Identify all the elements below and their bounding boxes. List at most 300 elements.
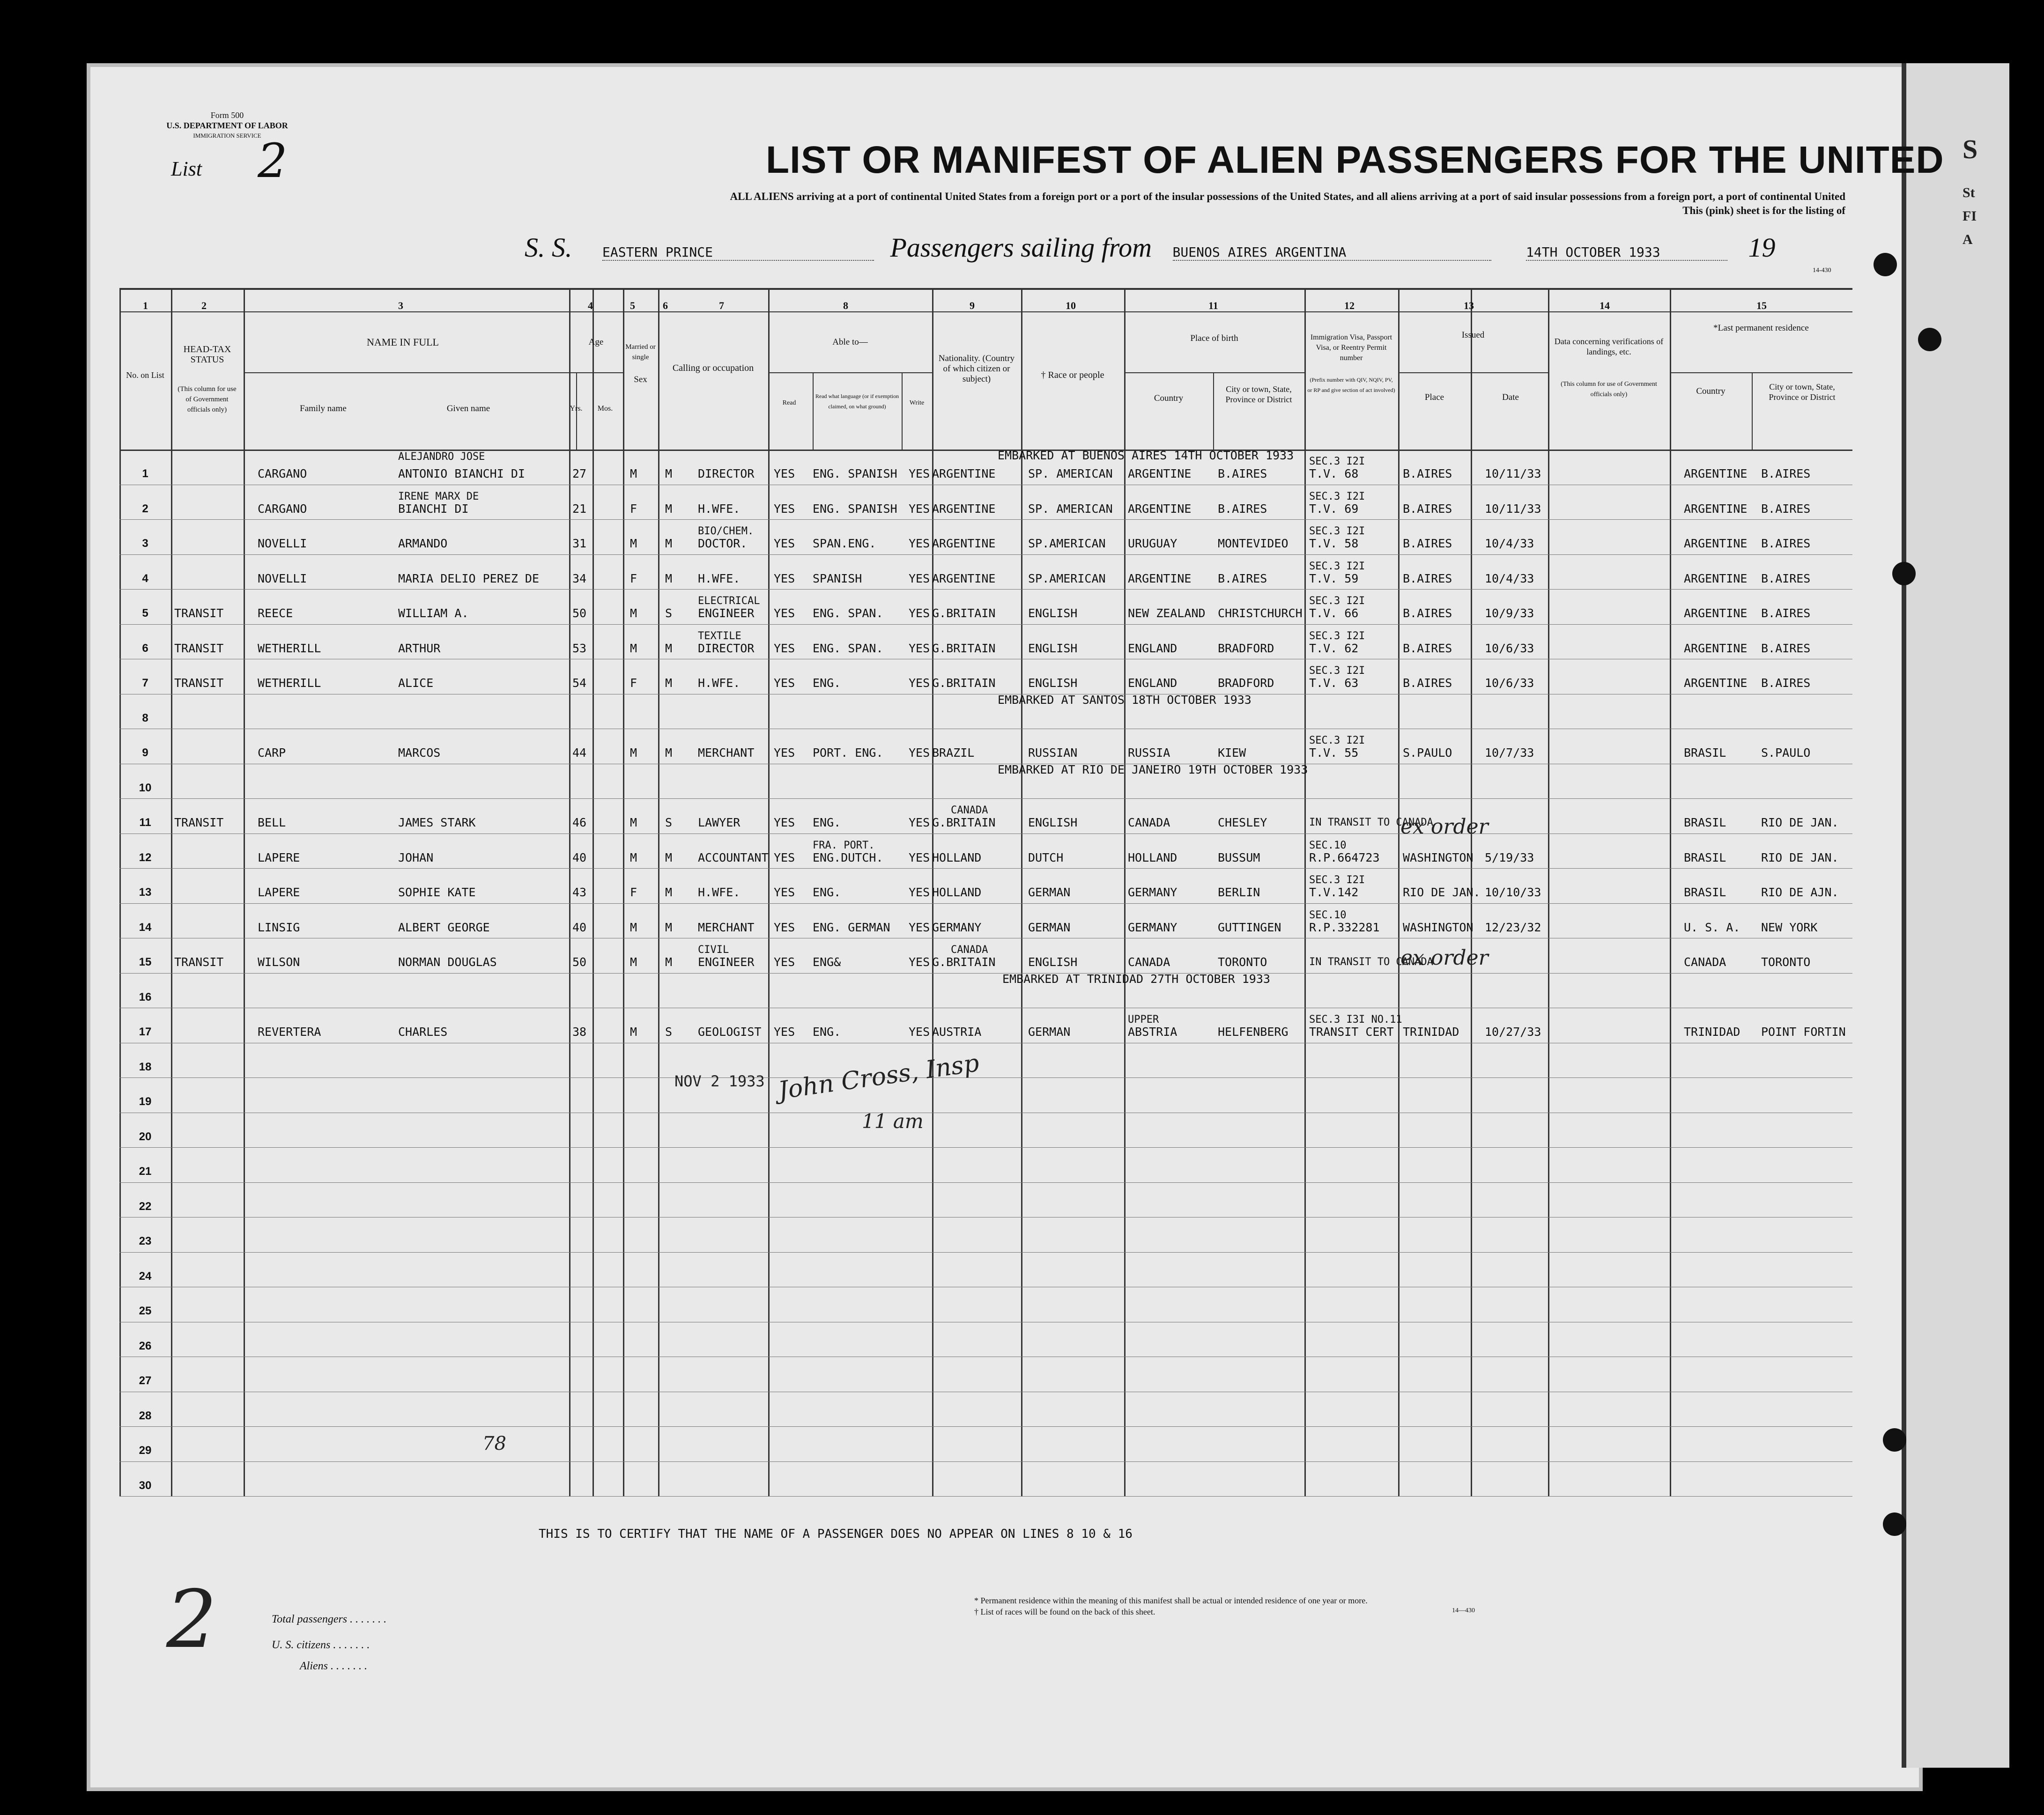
cell-nat: GERMANY: [932, 920, 982, 934]
cell-bcity: BRADFORD: [1218, 676, 1274, 690]
cell-bcountry: GERMANY: [1128, 920, 1178, 934]
cell-given: NORMAN DOUGLAS: [398, 955, 497, 969]
cell-sex: M: [630, 955, 637, 969]
cell-rcity: S.PAULO: [1761, 746, 1811, 760]
cell-fam: LAPERE: [258, 850, 300, 864]
cell-rcity: B.AIRES: [1761, 537, 1811, 550]
row-number: 26: [139, 1339, 152, 1352]
column-number: 7: [719, 300, 724, 311]
column-rule: [1124, 288, 1126, 1496]
next-page-edge-text: St: [1963, 185, 1975, 200]
cell-tax: TRANSIT: [174, 641, 224, 655]
inspector-signature: John Cross, Insp: [776, 1049, 981, 1105]
cell-yrs: 44: [572, 746, 587, 760]
service: IMMIGRATION SERVICE: [193, 132, 261, 139]
cell-bcountry: ARGENTINE: [1128, 467, 1192, 480]
cell-visa_above: SEC.10: [1309, 909, 1347, 921]
header-bottom-rule: [119, 450, 1852, 451]
row-rule: [119, 903, 1852, 904]
column-number: 9: [970, 300, 975, 311]
cell-given: MARCOS: [398, 746, 441, 760]
row-number: 2: [142, 502, 148, 515]
form-code-bottom: 14—430: [1452, 1607, 1475, 1614]
cell-lang: ENG.: [813, 1025, 841, 1039]
cell-yrs: 40: [572, 920, 587, 934]
cell-bcountry: ABSTRIA: [1128, 1025, 1178, 1039]
row-number: 16: [139, 990, 152, 1003]
cell-ms: S: [665, 1025, 673, 1039]
column-number: 1: [143, 300, 148, 311]
cell-rcountry: CANADA: [1684, 955, 1726, 969]
cell-occ: H.WFE.: [698, 676, 741, 690]
cell-visa: T.V. 69: [1309, 502, 1359, 516]
next-sheet-edge: [1902, 63, 2009, 1768]
column-rule: [592, 288, 594, 1496]
cell-nat: ARGENTINE: [932, 571, 996, 585]
cell-yrs: 46: [572, 816, 587, 829]
header-calling: Calling or occupation: [672, 363, 754, 373]
cell-bcountry: ENGLAND: [1128, 676, 1178, 690]
row-number: 24: [139, 1269, 152, 1283]
cell-nat_above: CANADA: [951, 944, 988, 956]
cell-ms: M: [665, 571, 673, 585]
column-number: 11: [1208, 300, 1218, 311]
row-number: 4: [142, 572, 148, 585]
header-place: Place: [1424, 392, 1444, 402]
row-number: 17: [139, 1026, 152, 1038]
cell-bcity: CHESLEY: [1218, 816, 1267, 829]
birth-divider: [1213, 372, 1214, 450]
header-read-language: Read what language (or if exemption claimed, on what ground): [815, 393, 899, 410]
residence-divider: [1752, 372, 1753, 450]
cell-bcountry: CANADA: [1128, 955, 1170, 969]
next-page-edge-text: FI: [1963, 208, 1977, 224]
cell-read: YES: [774, 920, 795, 934]
embarked-heading: EMBARKED AT BUENOS AIRES 14TH OCTOBER 1933: [998, 449, 1294, 462]
header-residence-city: City or town, State, Province or District: [1769, 382, 1836, 402]
header-able-to: Able to—: [832, 337, 868, 347]
cell-iplace: WASHINGTON: [1403, 850, 1474, 864]
cell-race: GERMAN: [1028, 885, 1071, 899]
cell-idate: 10/10/33: [1485, 885, 1541, 899]
cell-sex: M: [630, 816, 637, 829]
cell-sex: F: [630, 502, 637, 516]
cell-sex: M: [630, 850, 637, 864]
cell-write: YES: [909, 746, 930, 760]
cell-tax: TRANSIT: [174, 955, 224, 969]
punch-hole: [1892, 562, 1916, 585]
subtitle-line-2: This (pink) sheet is for the listing of: [1682, 205, 1845, 216]
cell-write: YES: [909, 676, 930, 690]
cell-occ: H.WFE.: [698, 885, 741, 899]
header-visa: Immigration Visa, Passport Visa, or Reentry Permit number: [1310, 333, 1392, 362]
header-visa-note: (Prefix number with QIV, NQIV, PV, or RP and give section of act involved): [1307, 376, 1395, 393]
punch-hole: [1883, 1428, 1906, 1452]
cell-nat: BRAZIL: [932, 746, 975, 760]
row-number: 30: [139, 1479, 152, 1492]
issued-divider: [1471, 372, 1472, 450]
cell-given: ARTHUR: [398, 641, 441, 655]
row-number: 20: [139, 1130, 152, 1143]
column-rule: [1021, 288, 1022, 1496]
row-number: 6: [142, 642, 148, 655]
cell-idate: 10/7/33: [1485, 746, 1534, 760]
row-number: 9: [142, 746, 148, 759]
cell-visa_above: SEC.3 I2I: [1309, 735, 1365, 746]
cell-iplace: B.AIRES: [1403, 606, 1452, 620]
cell-fam: CARP: [258, 746, 286, 760]
column-number: 8: [843, 300, 848, 311]
cell-lang: PORT. ENG.: [813, 746, 883, 760]
cell-occ_above: ELECTRICAL: [698, 595, 760, 607]
cell-bcountry: CANADA: [1128, 816, 1170, 829]
us-citizens: U. S. citizens . . . . . . .: [272, 1639, 370, 1651]
cell-read: YES: [774, 537, 795, 550]
cell-ms: M: [665, 920, 673, 934]
cell-tax: TRANSIT: [174, 606, 224, 620]
cell-write: YES: [909, 816, 930, 829]
cell-race: SP.AMERICAN: [1028, 571, 1106, 585]
cell-write: YES: [909, 467, 930, 480]
cell-sex: M: [630, 1025, 637, 1039]
list-number: 2: [258, 133, 288, 188]
column-number: 12: [1344, 300, 1355, 311]
cell-occ: DOCTOR.: [698, 537, 748, 550]
cell-rcountry: ARGENTINE: [1684, 502, 1748, 516]
cell-read: YES: [774, 676, 795, 690]
cell-given: JOHAN: [398, 850, 434, 864]
next-page-edge-text: S: [1963, 134, 1978, 164]
cell-lang: ENG. SPAN.: [813, 641, 883, 655]
cell-race: SP. AMERICAN: [1028, 502, 1113, 516]
cell-given: ARMANDO: [398, 537, 448, 550]
cell-race: ENGLISH: [1028, 606, 1078, 620]
cell-tax: TRANSIT: [174, 816, 224, 829]
cell-ms: M: [665, 467, 673, 480]
header-country: Country: [1154, 393, 1184, 403]
cell-given: ALBERT GEORGE: [398, 920, 490, 934]
cell-fam: NOVELLI: [258, 571, 307, 585]
column-number: 6: [663, 300, 668, 311]
row-rule: [119, 868, 1852, 869]
cell-race: ENGLISH: [1028, 816, 1078, 829]
cell-write: YES: [909, 537, 930, 550]
cell-visa: T.V. 63: [1309, 676, 1359, 690]
cell-lang: ENG.DUTCH.: [813, 850, 883, 864]
header-no-on-list: No. on List: [126, 370, 164, 380]
row-rule: [119, 519, 1852, 520]
cell-sex: M: [630, 467, 637, 480]
row-rule: [119, 589, 1852, 590]
cell-yrs: 31: [572, 537, 587, 550]
column-rule: [569, 288, 570, 1496]
cell-fam: WETHERILL: [258, 641, 321, 655]
cell-lang: ENG. GERMAN: [813, 920, 890, 934]
cell-nat: G.BRITAIN: [932, 955, 996, 969]
cell-visa_above: SEC.3 I2I: [1309, 665, 1365, 677]
cell-lang: ENG. SPAN.: [813, 606, 883, 620]
cell-visa: T.V. 59: [1309, 571, 1359, 585]
cell-bcity: KIEW: [1218, 746, 1246, 760]
cell-lang: ENG&: [813, 955, 841, 969]
cell-sex: F: [630, 676, 637, 690]
cell-visa: T.V.142: [1309, 885, 1359, 899]
cell-iplace: RIO DE JAN.: [1403, 885, 1481, 899]
cell-rcountry: BRASIL: [1684, 885, 1726, 899]
cell-idate: 10/11/33: [1485, 467, 1541, 480]
manifest-title: LIST OR MANIFEST OF ALIEN PASSENGERS FOR THE UNITED: [766, 139, 1944, 181]
cell-ms: M: [665, 850, 673, 864]
cell-race: DUTCH: [1028, 850, 1064, 864]
header-mos: Mos.: [597, 405, 613, 413]
cell-idate: 5/19/33: [1485, 850, 1534, 864]
cell-race: ENGLISH: [1028, 676, 1078, 690]
cell-yrs: 50: [572, 955, 587, 969]
cell-yrs: 43: [572, 885, 587, 899]
column-number: 14: [1600, 300, 1610, 311]
header-place-of-birth: Place of birth: [1190, 333, 1238, 343]
department: U.S. DEPARTMENT OF LABOR: [166, 121, 288, 130]
cell-sex: M: [630, 746, 637, 760]
cell-nat: G.BRITAIN: [932, 816, 996, 829]
cell-iplace: TRINIDAD: [1403, 1025, 1459, 1039]
cell-rcountry: ARGENTINE: [1684, 537, 1748, 550]
cell-rcity: TORONTO: [1761, 955, 1811, 969]
total-passengers: Total passengers . . . . . . .: [272, 1613, 387, 1625]
cell-tax: TRANSIT: [174, 676, 224, 690]
cell-read: YES: [774, 606, 795, 620]
header-name-in-full: NAME IN FULL: [367, 336, 439, 348]
row-number: 21: [139, 1165, 152, 1178]
cell-rcity: POINT FORTIN: [1761, 1025, 1846, 1039]
cell-write: YES: [909, 885, 930, 899]
cell-read: YES: [774, 850, 795, 864]
column-rule: [623, 288, 624, 1496]
header-write: Write: [909, 399, 925, 406]
cell-write: YES: [909, 502, 930, 516]
cell-bcountry: HOLLAND: [1128, 850, 1178, 864]
cell-race: RUSSIAN: [1028, 746, 1078, 760]
cell-visa: T.V. 68: [1309, 467, 1359, 480]
cell-nat: G.BRITAIN: [932, 641, 996, 655]
cell-fam: CARGANO: [258, 502, 307, 516]
cell-visa_above: SEC.3 I2I: [1309, 595, 1365, 607]
cell-rcountry: BRASIL: [1684, 850, 1726, 864]
header-city: City or town, State, Province or District: [1225, 384, 1292, 404]
column-number: 4: [588, 300, 593, 311]
header-issued: Issued: [1461, 330, 1485, 340]
cell-nat: G.BRITAIN: [932, 676, 996, 690]
subheader-rule: [1398, 372, 1548, 373]
row-number: 28: [139, 1409, 152, 1422]
cell-ms: M: [665, 641, 673, 655]
punch-hole: [1883, 1512, 1906, 1536]
header-head-tax-note: (This column for use of Government officials only): [178, 385, 237, 413]
cell-rcountry: ARGENTINE: [1684, 606, 1748, 620]
cell-bcountry: RUSSIA: [1128, 746, 1170, 760]
cell-given: CHARLES: [398, 1025, 448, 1039]
cell-given: ANTONIO BIANCHI DI: [398, 467, 525, 480]
cell-fam: WILSON: [258, 955, 300, 969]
cell-iplace: B.AIRES: [1403, 641, 1452, 655]
cell-bcountry: GERMANY: [1128, 885, 1178, 899]
row-rule: [119, 1426, 1852, 1427]
row-number: 19: [139, 1095, 152, 1108]
cell-visa: R.P.664723: [1309, 850, 1380, 864]
header-yrs: Yrs.: [570, 405, 583, 413]
row-number: 8: [142, 711, 148, 724]
cell-lang: ENG.: [813, 885, 841, 899]
cell-lang: SPAN.ENG.: [813, 537, 876, 550]
cell-visa: T.V. 62: [1309, 641, 1359, 655]
cell-visa: T.V. 55: [1309, 746, 1359, 760]
cell-bcity: B.AIRES: [1218, 571, 1267, 585]
cell-visa: TRANSIT CERT: [1309, 1025, 1394, 1039]
cell-idate: 10/11/33: [1485, 502, 1541, 516]
cell-bcity: TORONTO: [1218, 955, 1267, 969]
cell-rcountry: BRASIL: [1684, 816, 1726, 829]
sailing-port: BUENOS AIRES ARGENTINA: [1173, 244, 1491, 261]
ss-label: S. S.: [525, 232, 572, 263]
list-label: List: [171, 157, 202, 180]
header-last-residence: *Last permanent residence: [1713, 323, 1809, 333]
sailing-label: Passengers sailing from: [890, 232, 1152, 263]
row-number: 11: [139, 816, 151, 829]
cell-bcountry: ARGENTINE: [1128, 571, 1192, 585]
row-number: 29: [139, 1444, 152, 1457]
cell-ms: M: [665, 537, 673, 550]
cell-given: BIANCHI DI: [398, 502, 469, 516]
cell-rcity: NEW YORK: [1761, 920, 1818, 934]
column-rule: [1304, 288, 1306, 1496]
cell-race: SP.AMERICAN: [1028, 537, 1106, 550]
cell-occ: H.WFE.: [698, 502, 741, 516]
cell-occ: LAWYER: [698, 816, 741, 829]
year-label: 19: [1748, 232, 1776, 263]
cell-rcity: B.AIRES: [1761, 502, 1811, 516]
cell-nat: HOLLAND: [932, 885, 982, 899]
row-rule: [119, 798, 1852, 799]
header-rule: [119, 311, 1852, 312]
manifest-subtitle: [422, 190, 1845, 218]
punch-hole: [1918, 328, 1941, 351]
cell-rcountry: ARGENTINE: [1684, 641, 1748, 655]
cell-idate: 10/4/33: [1485, 537, 1534, 550]
cell-bcity: HELFENBERG: [1218, 1025, 1289, 1039]
table-top-rule: [119, 288, 1852, 290]
header-date: Date: [1502, 392, 1519, 402]
cell-nat: ARGENTINE: [932, 467, 996, 480]
cell-fam: LINSIG: [258, 920, 300, 934]
cell-given_above: IRENE MARX DE: [398, 490, 479, 502]
column-number: 2: [201, 300, 207, 311]
row-number: 27: [139, 1374, 152, 1387]
cell-fam: REECE: [258, 606, 293, 620]
cell-rcity: RIO DE JAN.: [1761, 816, 1839, 829]
cell-iplace: S.PAULO: [1403, 746, 1452, 760]
cell-rcountry: ARGENTINE: [1684, 676, 1748, 690]
row-number: 5: [142, 607, 148, 620]
column-number: 3: [398, 300, 403, 311]
row-number: 13: [139, 886, 152, 899]
cell-write: YES: [909, 1025, 930, 1039]
cell-bcity: MONTEVIDEO: [1218, 537, 1289, 550]
cell-occ_above: TEXTILE: [698, 630, 741, 642]
cell-iplace: WASHINGTON: [1403, 920, 1474, 934]
cell-bcity: CHRISTCHURCH: [1218, 606, 1303, 620]
subheader-rule: [768, 372, 932, 373]
cell-bcountry: ENGLAND: [1128, 641, 1178, 655]
column-number: 5: [630, 300, 635, 311]
cell-nat: AUSTRIA: [932, 1025, 982, 1039]
cell-visa: T.V. 66: [1309, 606, 1359, 620]
cell-visa_above: SEC.10: [1309, 839, 1347, 851]
cell-ms: M: [665, 502, 673, 516]
cell-rcountry: ARGENTINE: [1684, 467, 1748, 480]
large-handwritten-2: 2: [166, 1573, 217, 1666]
certify-statement: THIS IS TO CERTIFY THAT THE NAME OF A PASSENGER DOES NO APPEAR ON LINES 8 10 & 16: [539, 1527, 1133, 1541]
cell-idate: 10/27/33: [1485, 1025, 1541, 1039]
cell-race: SP. AMERICAN: [1028, 467, 1113, 480]
cell-nat: ARGENTINE: [932, 502, 996, 516]
header-data-verification-note: (This column for use of Government officials only): [1561, 381, 1657, 398]
cell-iplace: B.AIRES: [1403, 571, 1452, 585]
cell-ms: S: [665, 606, 673, 620]
cell-fam: BELL: [258, 816, 286, 829]
cell-fam: LAPERE: [258, 885, 300, 899]
cell-read: YES: [774, 641, 795, 655]
row-rule: [119, 624, 1852, 625]
subheader-rule: [1670, 372, 1852, 373]
cell-nat: ARGENTINE: [932, 537, 996, 550]
cell-write: YES: [909, 606, 930, 620]
header-data-verification: Data concerning verifications of landings, etc.: [1554, 337, 1664, 356]
cell-ms: S: [665, 816, 673, 829]
read-divider: [813, 372, 814, 450]
header-family-name: Family name: [300, 404, 347, 413]
cell-iplace: B.AIRES: [1403, 537, 1452, 550]
row-number: 18: [139, 1060, 152, 1073]
cell-bcity: GUTTINGEN: [1218, 920, 1281, 934]
row-number: 14: [139, 921, 152, 934]
header-head-tax: HEAD-TAX STATUS: [183, 344, 231, 365]
row-rule: [119, 1252, 1852, 1253]
row-rule: [119, 1077, 1852, 1078]
embarked-heading: EMBARKED AT RIO DE JANEIRO 19TH OCTOBER 1933: [998, 762, 1308, 776]
row-number: 23: [139, 1235, 152, 1247]
column-number: 10: [1066, 300, 1076, 311]
cell-rcountry: TRINIDAD: [1684, 1025, 1740, 1039]
cell-lang: ENG. SPANISH: [813, 467, 897, 480]
cell-iplace: B.AIRES: [1403, 467, 1452, 480]
cell-idate: 10/9/33: [1485, 606, 1534, 620]
row-rule: [119, 1461, 1852, 1462]
cell-bcity: B.AIRES: [1218, 502, 1267, 516]
cell-race: ENGLISH: [1028, 641, 1078, 655]
cell-race: GERMAN: [1028, 920, 1071, 934]
cell-visa_above: SEC.3 I2I: [1309, 490, 1365, 502]
cell-read: YES: [774, 816, 795, 829]
cell-rcity: B.AIRES: [1761, 606, 1811, 620]
row-rule: [119, 973, 1852, 974]
column-rule: [658, 288, 659, 1496]
cell-visa: IN TRANSIT TO CANADA: [1309, 956, 1433, 968]
cell-yrs: 40: [572, 850, 587, 864]
cell-lang: ENG.: [813, 676, 841, 690]
cell-idate: 10/4/33: [1485, 571, 1534, 585]
cell-read: YES: [774, 885, 795, 899]
ex-order-note-2: ex order: [1400, 946, 1489, 970]
